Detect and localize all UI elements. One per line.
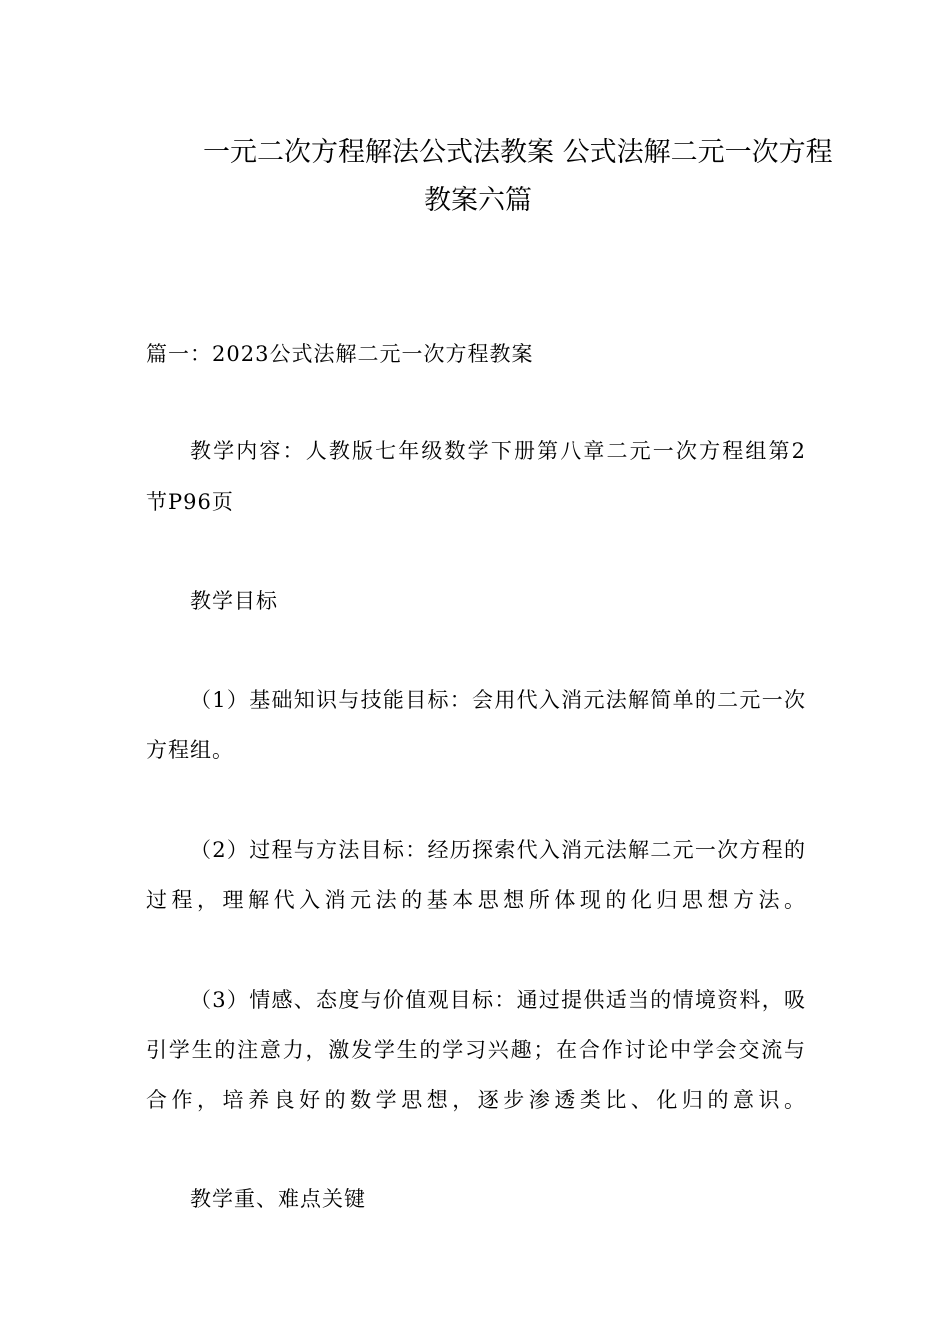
objective-2-line-2: 过程，理解代入消元法的基本思想所体现的化归思想方法。 <box>146 888 806 912</box>
objectives-heading: 教学目标 <box>190 589 278 613</box>
section-heading: 篇一：2023公式法解二元一次方程教案 <box>146 342 534 366</box>
document-title-line-1: 一元二次方程解法公式法教案 公式法解二元一次方程 <box>203 137 833 168</box>
content-line-1: 教学内容：人教版七年级数学下册第八章二元一次方程组第2 <box>190 439 806 463</box>
objective-2-line-1: （2）过程与方法目标：经历探索代入消元法解二元一次方程的 <box>190 838 806 862</box>
key-points-heading: 教学重、难点关键 <box>190 1187 366 1211</box>
document-title-line-2: 教案六篇 <box>424 185 532 216</box>
objective-1-line-2: 方程组。 <box>146 738 234 762</box>
objective-1-line-1: （1）基础知识与技能目标：会用代入消元法解简单的二元一次 <box>190 688 806 712</box>
objective-3-line-3: 合作，培养良好的数学思想，逐步渗透类比、化归的意识。 <box>146 1088 806 1112</box>
objective-3-line-1: （3）情感、态度与价值观目标：通过提供适当的情境资料，吸 <box>190 988 806 1012</box>
content-line-2: 节P96页 <box>146 490 234 514</box>
objective-3-line-2: 引学生的注意力，激发学生的学习兴趣；在合作讨论中学会交流与 <box>146 1038 806 1062</box>
